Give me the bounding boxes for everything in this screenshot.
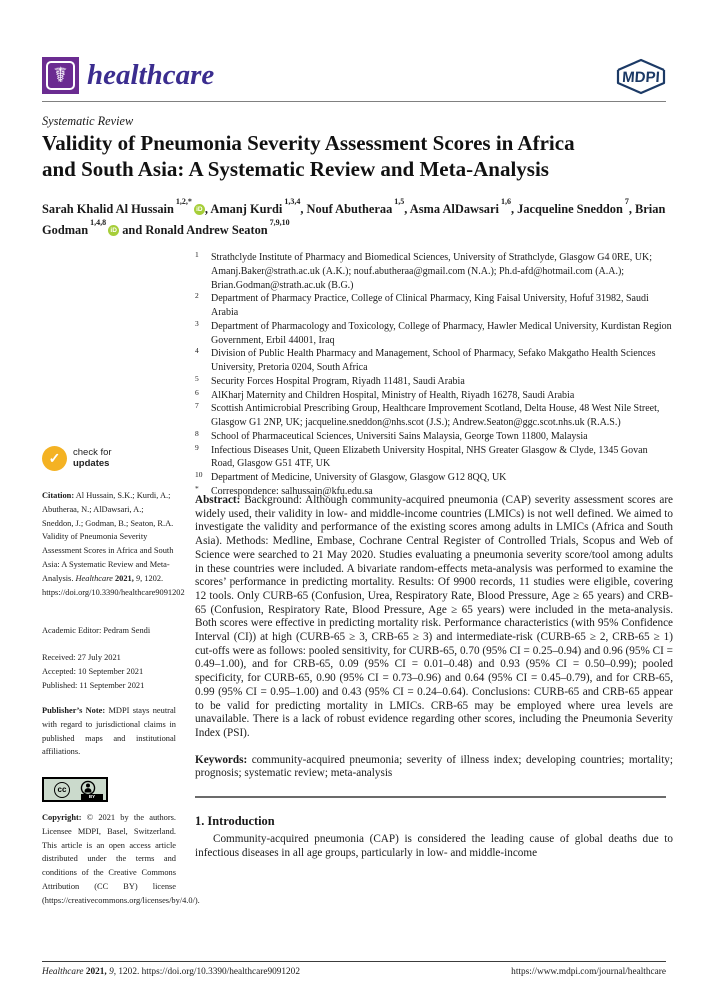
citation-label: Citation: [42, 491, 75, 500]
journal-logo [42, 57, 79, 94]
copyright-text: © 2021 by the authors. Licensee MDPI, Basel, Switzerland. This article is an open access article distributed under the terms and conditions of the Creative Commons Attribution (CC BY) license (https://creativecommons.org/licenses/by/4.0/). [42, 813, 200, 905]
affiliation-item: $^2$ Department of Pharmacy Practice, College of Clinical Pharmacy, King Faisal University, Hofuf 31982, Saudi Arabia [195, 291, 649, 318]
cc-by-license-badge[interactable] [42, 777, 108, 802]
badge-line-2: updates [73, 457, 110, 469]
author: Sarah Khalid Al Hussain $^{1,2,*}$iD , [42, 197, 211, 217]
title-line-1: Validity of Pneumonia Severity Assessment Scores in Africa [42, 131, 575, 155]
author: Jacqueline Sneddon $^7$, [517, 197, 636, 217]
journal-name: healthcare [87, 59, 215, 91]
keywords-text: community-acquired pneumonia; severity of illness index; developing countries; mortality; prognosis; systematic review; meta-analysis [195, 753, 673, 780]
author: Ronald Andrew Seaton $^{7,9,10}$ [145, 218, 290, 238]
abstract-text: Background: Although community-acquired pneumonia (CAP) severity assessment scores are widely used, their validity in low- and middle-income countries (LMICs) is not well defined. We aimed to investigate the validity and performance of the existing scores among adults in LMICs (Africa and South Asia). Methods: Medline, Embase, Cochrane Central Register of Controlled Trials, Scopus and Web of Science were searched to 21 May 2020. Studies evaluating a pneumonia severity score/tool among adults in these countries were included. A bivariate random-effects meta-analysis was performed to examine the scores’ performance in predicting mortality. Results: Of 9900 records, 11 studies were eligible, covering 12 tools. Only CURB-65 (Confusion, Urea, Respiratory Rate, Blood Pressure, Age ≥ 65 years) and CRB-65 (Confusion, Respiratory Rate, Blood Pressure, Age ≥ 65 years) were included in the meta-analysis. Both scores were effective in predicting mortality risk. Performance characteristics (with 95% Confidence Interval (CI)) at high (CURB-65 ≥ 3, CRB-65 ≥ 3) and intermediate-risk (CURB-65 ≥ 2, CRB-65 ≥ 1) cut-offs were as follows: pooled sensitivity, for CURB-65, 0.70 (95% CI = 0.25–0.94) and 0.96 (95% CI = 0.49–1.00), and for CRB-65, 0.09 (95% CI = 0.01–0.48) and 0.93 (95% CI = 0.50–0.99); pooled specificity, for CURB-65, 0.90 (95% CI = 0.73–0.96) and 0.64 (95% CI = 0.45–0.79), and for CRB-65, 0.99 (95% CI = 0.95–1.00) and 0.43 (95% CI = 0.24–0.64). Conclusions: CURB-65 and CRB-65 appear to be valid for predicting mortality in LMICs. CRB-65 may be employed where urea levels are unavailable. There is a lack of robust evidence regarding other scores, including the Pneumonia Severity Index (PSI). [195, 494, 674, 739]
footer-year: 2021, [85, 967, 110, 977]
article-type: Systematic Review [42, 114, 134, 128]
mdpi-logo [610, 56, 672, 98]
accepted-date: Accepted: 10 September 2021 [42, 666, 144, 676]
intro-paragraph: Community-acquired pneumonia (CAP) is considered the leading cause of global deaths due to infectious diseases in all age groups, particularly in low- and middle-income [195, 833, 673, 859]
publisher-note-text: MDPI stays neutral with regard to jurisdictional claims in published maps and institutional affiliations. [42, 706, 176, 757]
abstract-label: Abstract: [195, 494, 241, 506]
check-for-updates-badge[interactable] [42, 446, 176, 471]
main-column [195, 494, 673, 861]
article-title [42, 131, 692, 182]
affiliation-item: $^7$ Scottish Antimicrobial Prescribing Group, Healthcare Improvement Scotland, Delta House, 48 West Nile Street, Glasgow G1 2NP, UK; jacqueline.sneddon@nhs.scot (J.S.); Andrew.Seaton@ggc.scot.nhs.uk (R.A.S.) [195, 401, 660, 428]
check-for-updates-label [73, 448, 112, 469]
orcid-icon[interactable]: iD [194, 204, 205, 215]
citation-body: Al Hussain, S.K.; Kurdi, A.; Abutheraa, N.; AlDawsari, A.; Sneddon, J.; Godman, B.; Seaton, R.A. Validity of Pneumonia Severity Assessment Scores in Africa and South Asia: A Systematic Review and Meta-Analysis. [42, 491, 174, 583]
citation [42, 489, 185, 599]
author: Asma AlDawsari $^{1,6}$, [409, 197, 518, 217]
affiliation-item: $^3$ Department of Pharmacology and Toxicology, College of Pharmacy, Hawler Medical University, Kurdistan Region Government, Erbil 44001, Iraq [195, 318, 672, 346]
caduceus-icon: ☤ [53, 63, 68, 87]
cc-icon: cc [54, 782, 70, 798]
copyright-label: Copyright: [42, 813, 82, 822]
affiliation-item: $^5$ Security Forces Hospital Program, Riyadh 11481, Saudi Arabia [195, 373, 465, 387]
check-icon: ✓ [42, 446, 67, 471]
footer [42, 967, 666, 977]
title-line-2: and South Asia: A Systematic Review and Meta-Analysis [42, 156, 549, 181]
copyright [42, 811, 200, 908]
keywords [195, 754, 673, 781]
footer-journal-url[interactable]: https://www.mdpi.com/journal/healthcare [511, 967, 666, 977]
section-divider [195, 796, 666, 798]
abstract [195, 494, 673, 741]
by-label: BY [81, 794, 103, 800]
author-line [42, 197, 682, 239]
citation-doi: , 1202. https://doi.org/10.3390/healthcare9091202 [42, 573, 185, 597]
orcid-icon[interactable]: iD [108, 225, 119, 236]
footer-journal: Healthcare [42, 967, 86, 977]
footer-doi: , 1202. https://doi.org/10.3390/healthcare9091202 [113, 967, 300, 977]
publisher-note-label: Publisher’s Note: [42, 706, 106, 715]
citation-journal: Healthcare [73, 573, 115, 583]
section-heading: 1. Introduction [195, 813, 275, 828]
affiliation-item: $^6$ AlKharj Maternity and Children Hospital, Ministry of Health, Riyadh 16278, Saudi Arabia [195, 387, 575, 401]
header-divider [42, 101, 666, 102]
affiliation-item: $^8$ School of Pharmaceutical Sciences, Universiti Sains Malaysia, George Town 11800, Malaysia [195, 428, 588, 442]
citation-year: 2021, [114, 573, 136, 583]
footer-divider [42, 961, 666, 962]
affiliation-item: $^9$ Infectious Diseases Unit, Queen Elizabeth University Hospital, NHS Greater Glasgow & Clyde, 1345 Govan Road, Glasgow G51 4TF, UK [195, 442, 648, 470]
affiliation-item: $^1$ Strathclyde Institute of Pharmacy and Biomedical Sciences, University of Strathclyde, Glasgow G4 0RE, UK; Amanj.Baker@strath.ac.uk (A.K.); nouf.abutheraa@gmail.com (N.A.); Ph.d-afd@hotmail.com (A.A.); Brian.Godman@strath.ac.uk (B.G.) [195, 250, 653, 291]
citation-volume: 9 [135, 573, 141, 583]
author: Amanj Kurdi $^{1,3,4}$, [210, 197, 307, 217]
author: Nouf Abutheraa $^{1,5}$, [306, 197, 410, 217]
received-date: Received: 27 July 2021 [42, 653, 121, 662]
footer-volume: 9 [109, 967, 114, 977]
affiliation-item: $^{10}$ Department of Medicine, University of Glasgow, Glasgow G12 8QQ, UK [195, 470, 507, 483]
affiliation-item: * Correspondence: salhussain@kfu.edu.sa [195, 483, 373, 497]
footer-citation [42, 967, 300, 977]
affiliation-item: $^4$ Division of Public Health Pharmacy and Management, School of Pharmacy, Sefako Makgatho Health Sciences University, Pretoria 0204, South Africa [195, 346, 656, 373]
badge-line-1: check for [73, 447, 112, 458]
left-sidebar [42, 446, 200, 956]
published-date: Published: 11 September 2021 [42, 680, 145, 690]
history-dates [42, 651, 176, 692]
publisher-note [42, 704, 176, 759]
keywords-label: Keywords: [195, 753, 248, 766]
affiliation-list [195, 251, 673, 499]
mdpi-wordmark: MDPI [621, 69, 661, 86]
author: Brian Godman $^{1,4,8}$iD and [42, 202, 666, 238]
academic-editor: Academic Editor: Pedram Sendi [42, 626, 151, 635]
